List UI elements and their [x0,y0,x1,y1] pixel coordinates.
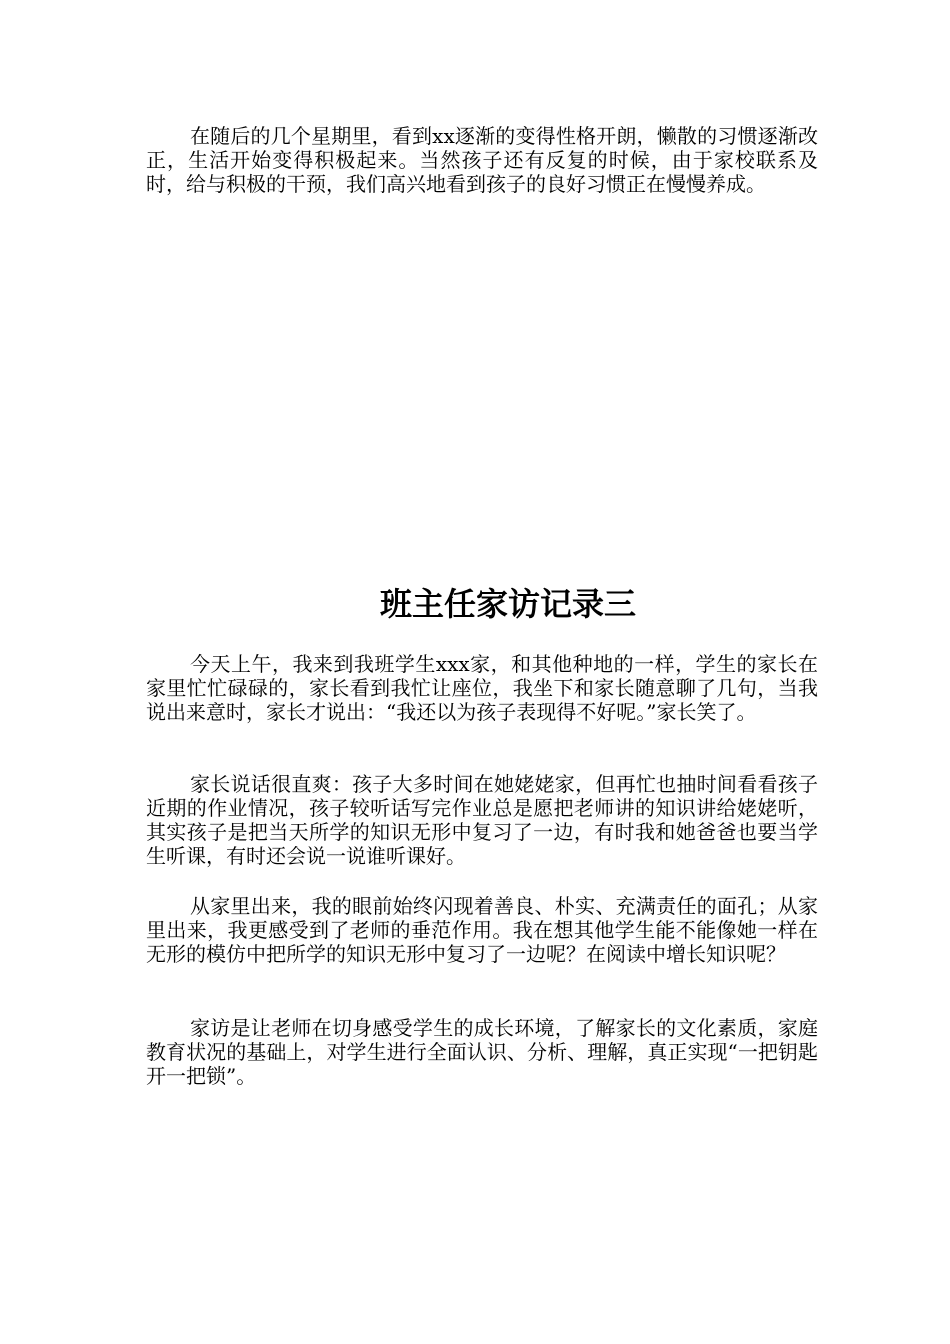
intro-paragraph: 在随后的几个星期里，看到xx逐渐的变得性格开朗，懒散的习惯逐渐改正，生活开始变得积极起来。当然孩子还有反复的时候，由于家校联系及时，给与积极的干预，我们高兴地看到孩子的良好习惯正在慢慢养成。 [146,124,818,196]
paragraph-4: 家访是让老师在切身感受学生的成长环境，了解家长的文化素质，家庭教育状况的基础上，对学生进行全面认识、分析、理解，真正实现“一把钥匙开一把锁”。 [146,1016,818,1088]
section-title: 班主任家访记录三 [379,585,636,623]
paragraph-3: 从家里出来，我的眼前始终闪现着善良、朴实、充满责任的面孔；从家里出来，我更感受到了老师的垂范作用。我在想其他学生能不能像她一样在无形的模仿中把所学的知识无形中复习了一边呢？在阅读中增长知识呢？ [146,894,818,966]
paragraph-2: 家长说话很直爽：孩子大多时间在她姥姥家，但再忙也抽时间看看孩子近期的作业情况，孩子较听话写完作业总是愿把老师讲的知识讲给姥姥听，其实孩子是把当天所学的知识无形中复习了一边，有时我和她爸爸也要当学生听课，有时还会说一说谁听课好。 [146,772,818,868]
paragraph-1: 今天上午，我来到我班学生xxx家，和其他种地的一样，学生的家长在家里忙忙碌碌的，家长看到我忙让座位，我坐下和家长随意聊了几句，当我说出来意时，家长才说出：“我还以为孩子表现得不好呢。”家长笑了。 [146,652,818,724]
